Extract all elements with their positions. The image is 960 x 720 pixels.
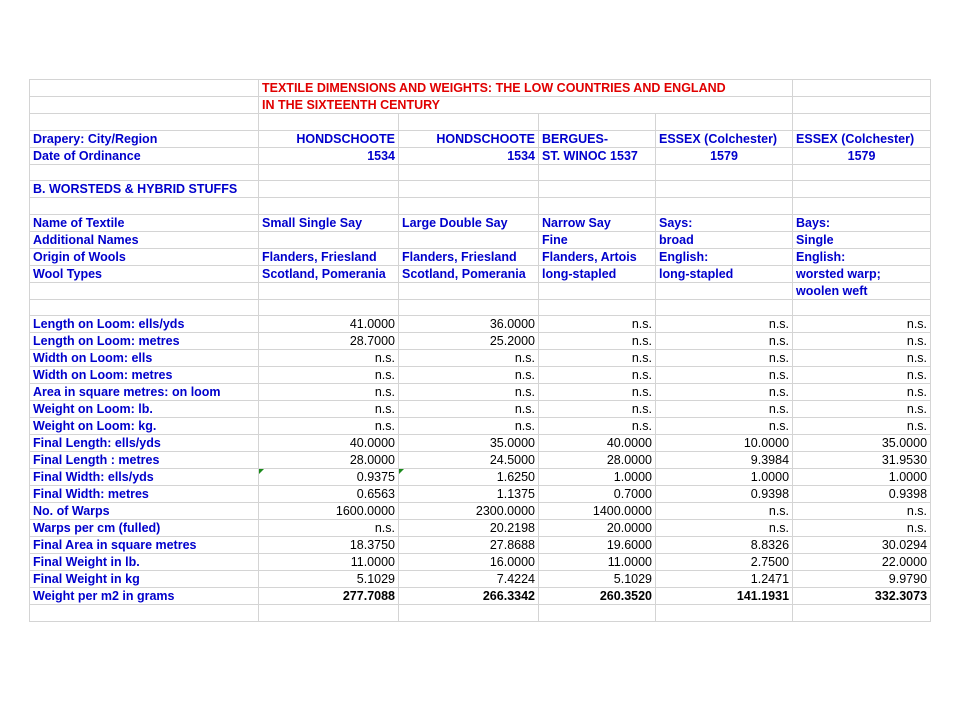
- data-cell[interactable]: 0.6563: [259, 486, 399, 503]
- measure-row: [30, 401, 931, 418]
- table-subtitle[interactable]: IN THE SIXTEENTH CENTURY: [259, 97, 793, 114]
- data-cell[interactable]: 1.0000: [539, 469, 656, 486]
- cell[interactable]: [539, 299, 656, 316]
- data-cell[interactable]: 1.0000: [656, 469, 793, 486]
- data-cell[interactable]: 18.3750: [259, 537, 399, 554]
- row-label[interactable]: [30, 282, 259, 299]
- row-label[interactable]: Final Width: ells/yds: [30, 469, 259, 486]
- data-cell[interactable]: [259, 231, 399, 248]
- cell[interactable]: [30, 80, 259, 97]
- data-cell[interactable]: 25.2000: [399, 333, 539, 350]
- data-cell[interactable]: Scotland, Pomerania: [399, 265, 539, 282]
- data-cell[interactable]: 28.7000: [259, 333, 399, 350]
- row-label[interactable]: Wool Types: [30, 265, 259, 282]
- data-cell[interactable]: 40.0000: [539, 435, 656, 452]
- measure-row: [30, 316, 931, 333]
- data-cell[interactable]: [399, 231, 539, 248]
- row-label[interactable]: Area in square metres: on loom: [30, 384, 259, 401]
- measure-row: [30, 537, 931, 554]
- data-cell[interactable]: long-stapled: [656, 265, 793, 282]
- section-row: [30, 181, 931, 198]
- cell[interactable]: [539, 164, 656, 181]
- data-cell[interactable]: 1600.0000: [259, 503, 399, 520]
- data-cell[interactable]: n.s.: [793, 503, 931, 520]
- data-cell[interactable]: English:: [793, 248, 931, 265]
- data-cell[interactable]: 1.0000: [793, 469, 931, 486]
- row-label[interactable]: Width on Loom: ells: [30, 350, 259, 367]
- data-cell[interactable]: n.s.: [793, 316, 931, 333]
- data-cell[interactable]: 28.0000: [259, 452, 399, 469]
- data-cell[interactable]: Large Double Say: [399, 214, 539, 231]
- cell[interactable]: [30, 198, 259, 215]
- drapery-cell[interactable]: HONDSCHOOTE: [399, 130, 539, 147]
- cell[interactable]: [793, 605, 931, 622]
- cell[interactable]: [30, 299, 259, 316]
- data-cell[interactable]: 20.0000: [539, 520, 656, 537]
- blank-row: [30, 605, 931, 622]
- row-label[interactable]: Final Weight in lb.: [30, 554, 259, 571]
- cell[interactable]: [259, 181, 399, 198]
- data-cell[interactable]: 1.2471: [656, 571, 793, 588]
- data-cell[interactable]: Single: [793, 231, 931, 248]
- data-cell[interactable]: 22.0000: [793, 554, 931, 571]
- row-label[interactable]: Final Width: metres: [30, 486, 259, 503]
- data-cell[interactable]: 24.5000: [399, 452, 539, 469]
- data-cell[interactable]: 9.9790: [793, 571, 931, 588]
- title-row-2: [30, 97, 931, 114]
- data-cell[interactable]: 2.7500: [656, 554, 793, 571]
- data-cell[interactable]: 332.3073: [793, 588, 931, 605]
- section-label[interactable]: B. WORSTEDS & HYBRID STUFFS: [30, 181, 259, 198]
- date-cell[interactable]: 1579: [656, 147, 793, 164]
- data-cell[interactable]: 5.1029: [259, 571, 399, 588]
- data-cell[interactable]: n.s.: [539, 316, 656, 333]
- data-cell[interactable]: 141.1931: [656, 588, 793, 605]
- row-label[interactable]: Additional Names: [30, 231, 259, 248]
- data-cell[interactable]: 40.0000: [259, 435, 399, 452]
- measure-row: [30, 520, 931, 537]
- row-label[interactable]: Width on Loom: metres: [30, 367, 259, 384]
- drapery-row: [30, 130, 931, 147]
- cell[interactable]: [539, 198, 656, 215]
- cell[interactable]: [259, 164, 399, 181]
- data-cell[interactable]: n.s.: [399, 384, 539, 401]
- cell[interactable]: [656, 299, 793, 316]
- data-cell[interactable]: 35.0000: [793, 435, 931, 452]
- drapery-label[interactable]: Drapery: City/Region: [30, 130, 259, 147]
- row-label[interactable]: Final Length : metres: [30, 452, 259, 469]
- blank-row: [30, 164, 931, 181]
- data-cell[interactable]: 7.4224: [399, 571, 539, 588]
- data-cell[interactable]: 9.3984: [656, 452, 793, 469]
- data-cell[interactable]: Says:: [656, 214, 793, 231]
- row-label[interactable]: Weight per m2 in grams: [30, 588, 259, 605]
- data-cell[interactable]: 20.2198: [399, 520, 539, 537]
- data-cell[interactable]: Bays:: [793, 214, 931, 231]
- data-cell[interactable]: n.s.: [259, 520, 399, 537]
- data-cell[interactable]: English:: [656, 248, 793, 265]
- data-cell[interactable]: n.s.: [399, 418, 539, 435]
- cell[interactable]: [399, 114, 539, 131]
- cell[interactable]: [793, 164, 931, 181]
- drapery-cell[interactable]: BERGUES-: [539, 130, 656, 147]
- measure-row: [30, 571, 931, 588]
- spreadsheet-body: [30, 80, 931, 622]
- data-cell[interactable]: 28.0000: [539, 452, 656, 469]
- data-cell[interactable]: n.s.: [793, 401, 931, 418]
- data-cell[interactable]: n.s.: [539, 350, 656, 367]
- cell[interactable]: [30, 97, 259, 114]
- table-title[interactable]: TEXTILE DIMENSIONS AND WEIGHTS: THE LOW COUNTRIES AND ENGLAND: [259, 80, 793, 97]
- data-cell[interactable]: 27.8688: [399, 537, 539, 554]
- row-label[interactable]: Length on Loom: metres: [30, 333, 259, 350]
- drapery-cell[interactable]: ESSEX (Colchester): [793, 130, 931, 147]
- row-label[interactable]: Final Area in square metres: [30, 537, 259, 554]
- data-cell[interactable]: 11.0000: [259, 554, 399, 571]
- cell[interactable]: [399, 164, 539, 181]
- data-cell[interactable]: n.s.: [656, 503, 793, 520]
- data-cell[interactable]: n.s.: [793, 367, 931, 384]
- data-cell[interactable]: 8.8326: [656, 537, 793, 554]
- blank-row: [30, 299, 931, 316]
- data-cell[interactable]: 1.6250: [399, 469, 539, 486]
- cell[interactable]: [399, 299, 539, 316]
- data-cell[interactable]: n.s.: [539, 418, 656, 435]
- data-cell[interactable]: Small Single Say: [259, 214, 399, 231]
- data-cell[interactable]: n.s.: [656, 418, 793, 435]
- row-label[interactable]: Origin of Wools: [30, 248, 259, 265]
- cell[interactable]: [399, 198, 539, 215]
- data-cell[interactable]: n.s.: [399, 350, 539, 367]
- info-row: [30, 282, 931, 299]
- measure-row: [30, 486, 931, 503]
- cell[interactable]: [30, 605, 259, 622]
- row-label[interactable]: Weight on Loom: lb.: [30, 401, 259, 418]
- data-cell[interactable]: n.s.: [793, 520, 931, 537]
- blank-row: [30, 114, 931, 131]
- data-cell[interactable]: Flanders, Artois: [539, 248, 656, 265]
- measure-row: [30, 435, 931, 452]
- data-cell[interactable]: woolen weft: [793, 282, 931, 299]
- date-cell[interactable]: 1534: [259, 147, 399, 164]
- date-cell[interactable]: ST. WINOC 1537: [539, 147, 656, 164]
- data-cell[interactable]: n.s.: [539, 384, 656, 401]
- cell[interactable]: [259, 198, 399, 215]
- data-cell[interactable]: Flanders, Friesland: [399, 248, 539, 265]
- cell[interactable]: [793, 97, 931, 114]
- cell[interactable]: [656, 605, 793, 622]
- cell[interactable]: [539, 605, 656, 622]
- data-cell[interactable]: 16.0000: [399, 554, 539, 571]
- data-cell[interactable]: 35.0000: [399, 435, 539, 452]
- info-row: [30, 248, 931, 265]
- cell[interactable]: [793, 299, 931, 316]
- cell[interactable]: [793, 80, 931, 97]
- cell[interactable]: [30, 114, 259, 131]
- data-cell[interactable]: n.s.: [399, 367, 539, 384]
- data-cell[interactable]: n.s.: [259, 384, 399, 401]
- cell[interactable]: [656, 164, 793, 181]
- data-cell[interactable]: 11.0000: [539, 554, 656, 571]
- data-cell[interactable]: Flanders, Friesland: [259, 248, 399, 265]
- data-cell[interactable]: 0.9375: [259, 469, 399, 486]
- cell[interactable]: [656, 114, 793, 131]
- data-cell[interactable]: 266.3342: [399, 588, 539, 605]
- data-cell[interactable]: n.s.: [793, 350, 931, 367]
- row-label[interactable]: Final Weight in kg: [30, 571, 259, 588]
- row-label[interactable]: Final Length: ells/yds: [30, 435, 259, 452]
- cell[interactable]: [656, 181, 793, 198]
- data-cell[interactable]: n.s.: [539, 401, 656, 418]
- data-cell[interactable]: n.s.: [539, 333, 656, 350]
- measure-row: [30, 469, 931, 486]
- data-cell[interactable]: n.s.: [656, 333, 793, 350]
- date-cell[interactable]: 1579: [793, 147, 931, 164]
- data-cell[interactable]: n.s.: [656, 384, 793, 401]
- data-cell[interactable]: 41.0000: [259, 316, 399, 333]
- data-cell[interactable]: [539, 282, 656, 299]
- data-cell[interactable]: Scotland, Pomerania: [259, 265, 399, 282]
- data-cell[interactable]: Narrow Say: [539, 214, 656, 231]
- cell[interactable]: [656, 198, 793, 215]
- data-cell[interactable]: 10.0000: [656, 435, 793, 452]
- data-cell[interactable]: 30.0294: [793, 537, 931, 554]
- cell[interactable]: [259, 299, 399, 316]
- date-label[interactable]: Date of Ordinance: [30, 147, 259, 164]
- data-cell[interactable]: n.s.: [399, 401, 539, 418]
- cell[interactable]: [793, 114, 931, 131]
- info-row: [30, 231, 931, 248]
- data-cell[interactable]: n.s.: [259, 367, 399, 384]
- row-label[interactable]: No. of Warps: [30, 503, 259, 520]
- data-cell[interactable]: [656, 282, 793, 299]
- measure-row: [30, 367, 931, 384]
- cell[interactable]: [793, 181, 931, 198]
- measure-row: [30, 418, 931, 435]
- data-cell[interactable]: n.s.: [793, 333, 931, 350]
- data-cell[interactable]: 277.7088: [259, 588, 399, 605]
- measure-row: [30, 384, 931, 401]
- measure-row: [30, 452, 931, 469]
- data-cell[interactable]: n.s.: [259, 350, 399, 367]
- cell[interactable]: [30, 164, 259, 181]
- measure-row: [30, 350, 931, 367]
- data-cell[interactable]: n.s.: [656, 367, 793, 384]
- data-cell[interactable]: 2300.0000: [399, 503, 539, 520]
- data-cell[interactable]: long-stapled: [539, 265, 656, 282]
- data-cell[interactable]: n.s.: [656, 520, 793, 537]
- data-cell[interactable]: [259, 282, 399, 299]
- measure-row: [30, 333, 931, 350]
- data-cell[interactable]: n.s.: [656, 401, 793, 418]
- cell[interactable]: [399, 605, 539, 622]
- data-cell[interactable]: 1400.0000: [539, 503, 656, 520]
- total-row: [30, 588, 931, 605]
- data-cell[interactable]: Fine: [539, 231, 656, 248]
- date-cell[interactable]: 1534: [399, 147, 539, 164]
- drapery-cell[interactable]: HONDSCHOOTE: [259, 130, 399, 147]
- data-cell[interactable]: 19.6000: [539, 537, 656, 554]
- measure-row: [30, 554, 931, 571]
- cell[interactable]: [539, 114, 656, 131]
- data-cell[interactable]: 0.9398: [656, 486, 793, 503]
- data-cell[interactable]: [399, 282, 539, 299]
- data-cell[interactable]: 36.0000: [399, 316, 539, 333]
- data-cell[interactable]: n.s.: [656, 316, 793, 333]
- blank-row: [30, 198, 931, 215]
- data-cell[interactable]: broad: [656, 231, 793, 248]
- data-cell[interactable]: 0.7000: [539, 486, 656, 503]
- data-cell[interactable]: 260.3520: [539, 588, 656, 605]
- data-cell[interactable]: 1.1375: [399, 486, 539, 503]
- drapery-cell[interactable]: ESSEX (Colchester): [656, 130, 793, 147]
- data-cell[interactable]: n.s.: [539, 367, 656, 384]
- date-row: [30, 147, 931, 164]
- cell[interactable]: [259, 605, 399, 622]
- title-row-1: [30, 80, 931, 97]
- cell[interactable]: [399, 181, 539, 198]
- data-cell[interactable]: 31.9530: [793, 452, 931, 469]
- data-cell[interactable]: 0.9398: [793, 486, 931, 503]
- row-label[interactable]: Length on Loom: ells/yds: [30, 316, 259, 333]
- row-label[interactable]: Warps per cm (fulled): [30, 520, 259, 537]
- data-cell[interactable]: n.s.: [259, 418, 399, 435]
- data-cell[interactable]: n.s.: [259, 401, 399, 418]
- cell[interactable]: [259, 114, 399, 131]
- row-label[interactable]: Weight on Loom: kg.: [30, 418, 259, 435]
- measure-row: [30, 503, 931, 520]
- info-row: [30, 214, 931, 231]
- data-cell[interactable]: n.s.: [656, 350, 793, 367]
- cell[interactable]: [793, 198, 931, 215]
- spreadsheet-table: [29, 79, 931, 622]
- info-row: [30, 265, 931, 282]
- cell[interactable]: [539, 181, 656, 198]
- data-cell[interactable]: worsted warp;: [793, 265, 931, 282]
- data-cell[interactable]: n.s.: [793, 384, 931, 401]
- data-cell[interactable]: n.s.: [793, 418, 931, 435]
- row-label[interactable]: Name of Textile: [30, 214, 259, 231]
- data-cell[interactable]: 5.1029: [539, 571, 656, 588]
